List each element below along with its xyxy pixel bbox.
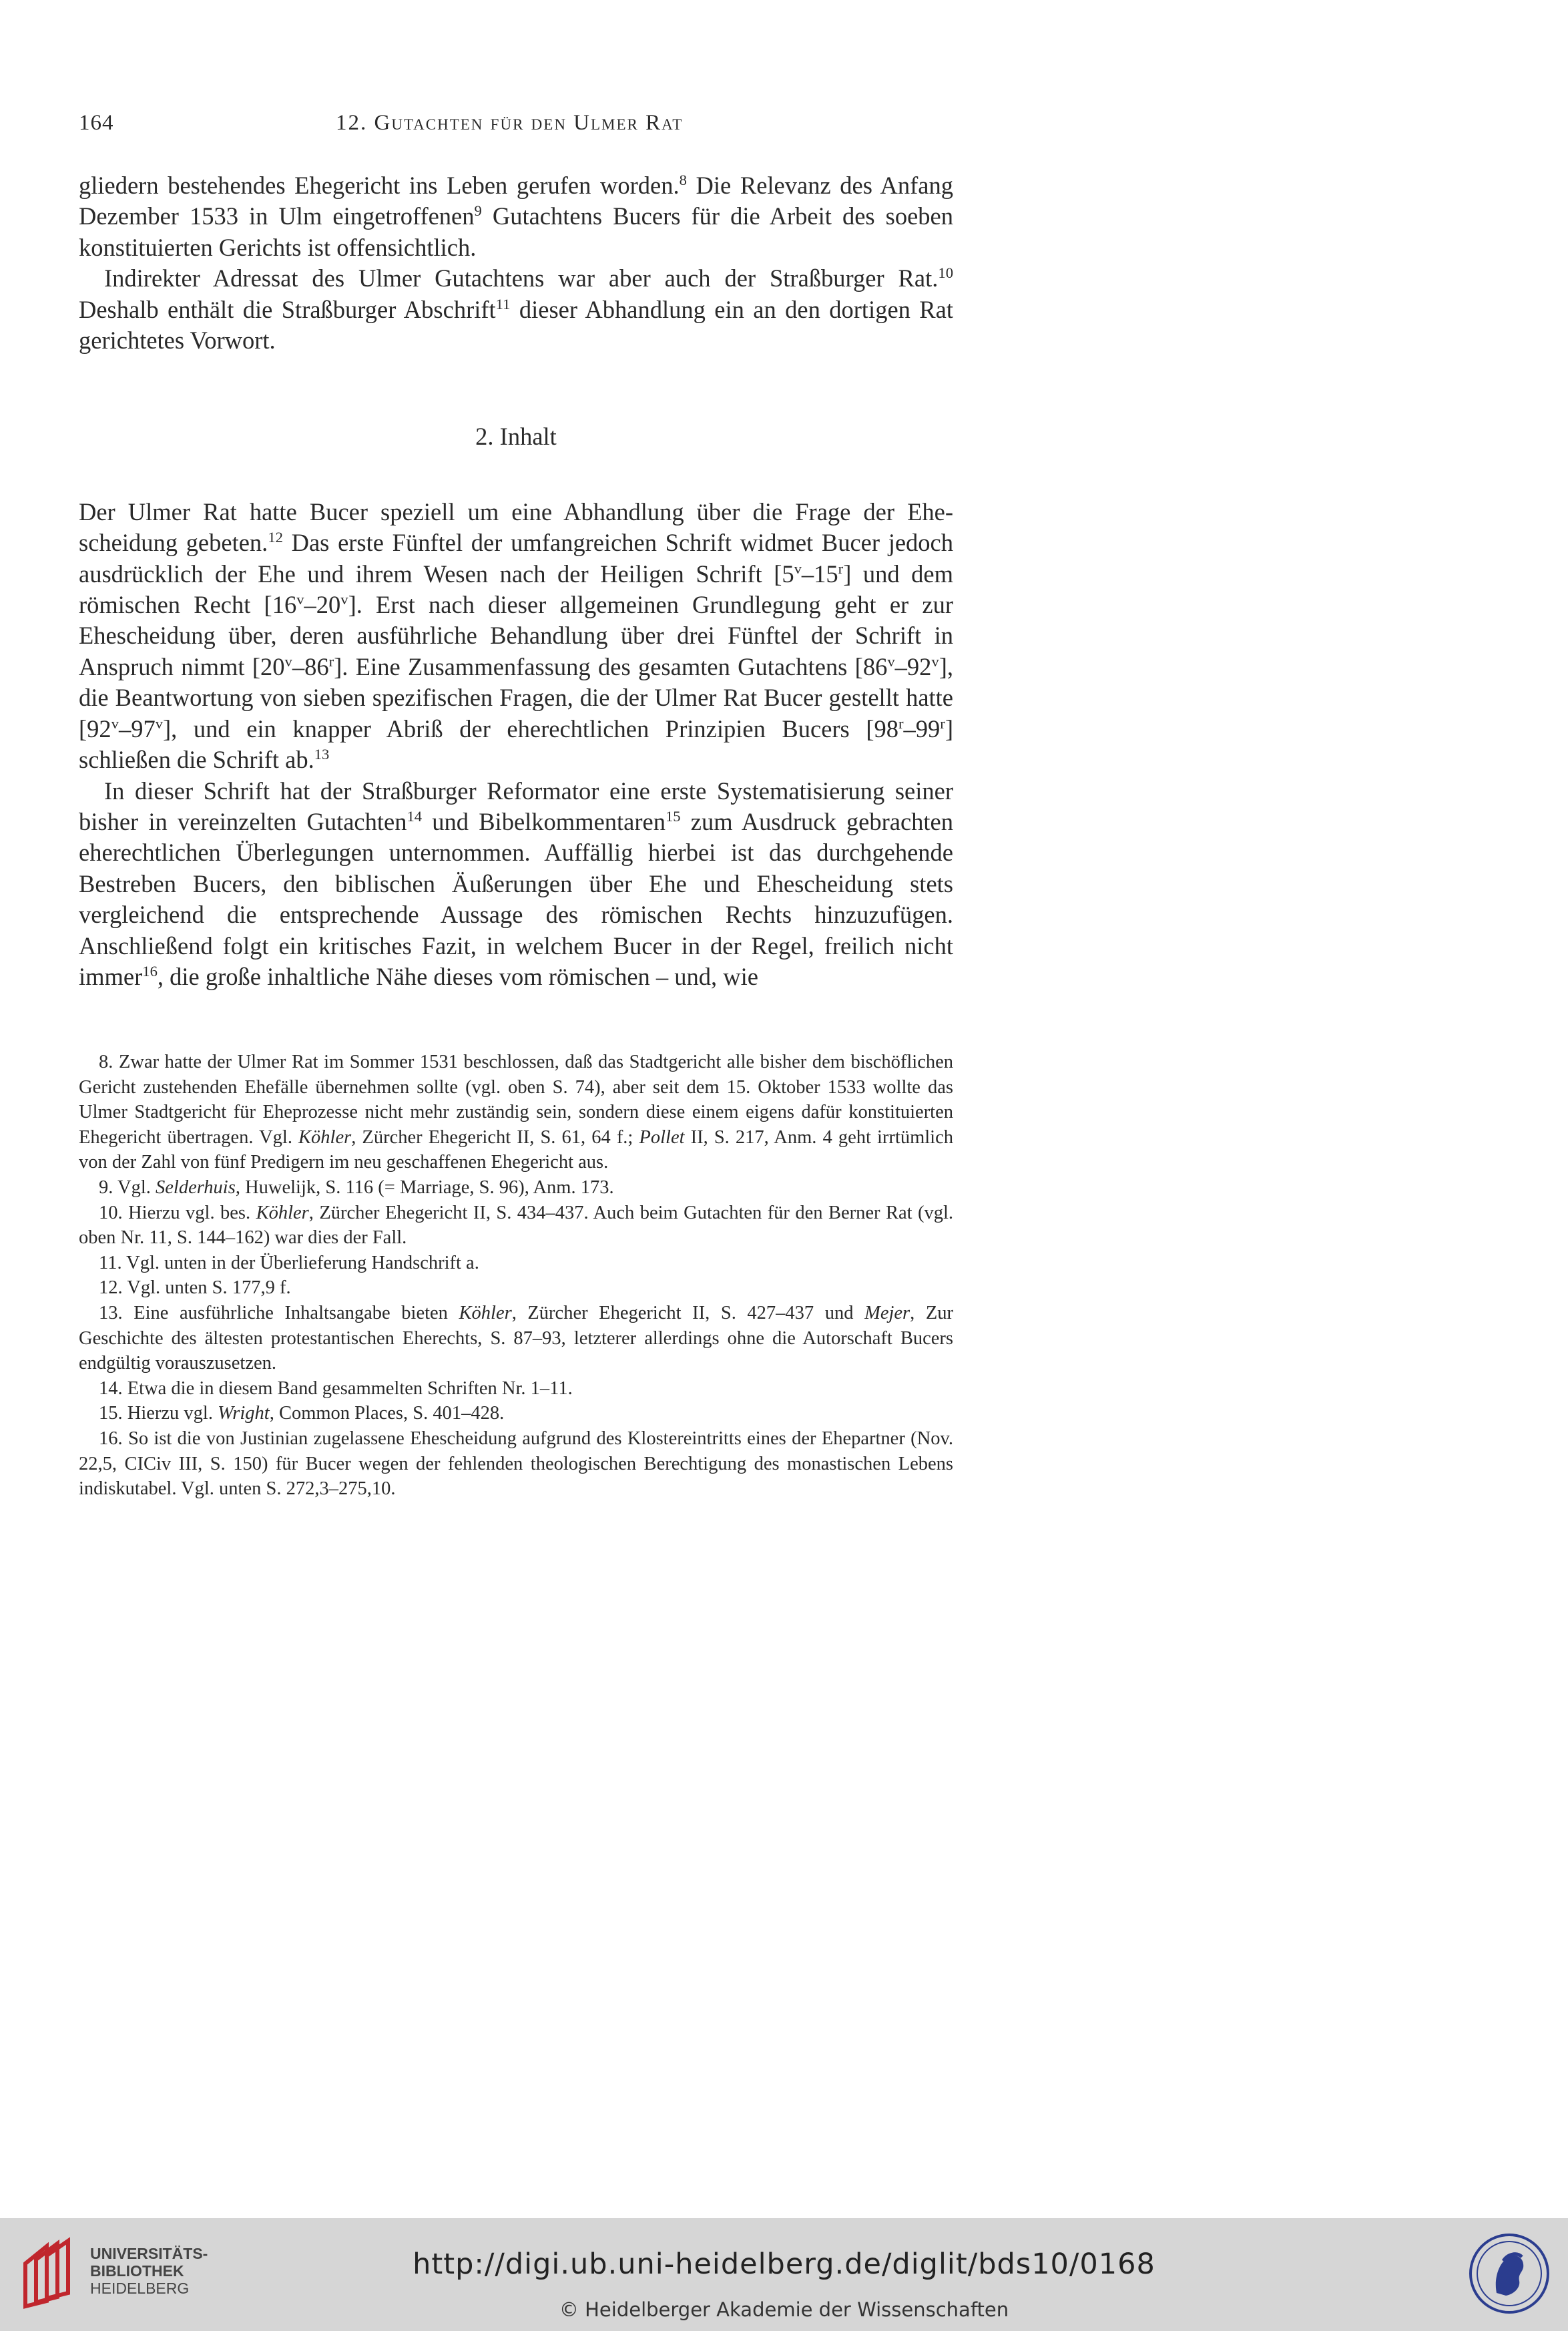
text-run: 13. Eine ausführliche Inhaltsangabe bieten (99, 1302, 459, 1323)
footnote-ref-16[interactable]: 16 (142, 962, 158, 980)
author-name: Mejer (864, 1302, 910, 1323)
folio-mark: v (340, 590, 348, 608)
author-name: Köhler (256, 1202, 309, 1223)
folio-mark: v (887, 652, 895, 670)
paragraph-2 (79, 263, 953, 356)
library-name-line: UNIVERSITÄTS- (90, 2245, 208, 2262)
text-run: –97 (118, 714, 156, 743)
footnote-ref-8[interactable]: 8 (679, 171, 687, 188)
text-run: Deshalb enthält die Straßburger Abschrift (79, 295, 496, 323)
text-run: 8. Zwar hatte der Ulmer Rat im Sommer 1531 beschlossen, daß das Stadtgericht alle bisher dem bischöflichen Gericht zustehenden Ehefälle übernehmen sollte (vgl. oben S. 74), aber seit dem 15. Oktober 1533 wollte das Ulmer Stadtgericht für Eheprozesse nicht mehr zuständig sein, sondern diese einem eigens dafür konstituierten Ehegericht übertragen. Vgl. (79, 1052, 953, 1148)
text-run: ], die Beantwortung von sieben spezifischen Fragen, die der Ulmer Rat Bucer gestellt hatte [92 (79, 652, 953, 743)
text-run: , Zur Geschichte des ältesten protestantischen Eherechts, S. 87–93, letzterer allerdings ohne die Autorschaft Bucers endgültig vorauszusetzen. (79, 1302, 953, 1374)
text-run: zum Ausdruck gebrachten eherechtlichen Überlegungen unternommen. Auffällig hierbei ist das durchgehende Bestreben Bucers, den biblischen Äußerungen über Ehe und Ehescheidung stets vergleichend die entsprechende Aussage des römischen Rechts hinzuzufügen. Anschließend folgt ein kritisches Fazit, in welchem Bucer in der Regel, freilich nicht immer (79, 807, 953, 990)
folio-mark: v (155, 714, 164, 732)
folio-mark: r (838, 560, 844, 577)
text-run: ], und ein knapper Abriß der eherechtlichen Prinzipien Bucers [98 (163, 714, 898, 743)
footnote-16: 16. So ist die von Justinian zugelassene Ehescheidung aufgrund des Klostereintritts eines der Ehepartner (Nov. 22,5, CICiv III, S. 150) für Bucer wegen der fehlenden theologischen Berechtigung des monastischen Lebens indiskutabel. Vgl. unten S. 272,3–275,10. (79, 1428, 953, 1500)
folio-mark: r (940, 714, 945, 732)
text-run: und Bibelkommentaren (422, 807, 666, 835)
text-run: Der Ulmer Rat hatte Bucer speziell um eine Abhandlung über die Frage der Ehescheidung gebeten. (79, 497, 953, 557)
text-run: 9. Vgl. (99, 1177, 156, 1198)
library-name-line: HEIDELBERG (90, 2280, 190, 2297)
main-text (79, 170, 953, 992)
text-run: Die Relevanz des Anfang Dezember 1533 in Ulm eingetroffenen (79, 172, 954, 230)
footnote-ref-9[interactable]: 9 (474, 202, 482, 220)
text-run: ]. Eine Zusammenfassung des gesamten Gutachtens [86 (334, 652, 888, 680)
text-run: 10. Hierzu vgl. bes. (99, 1202, 256, 1223)
folio-mark: v (284, 652, 292, 670)
page-number: 164 (79, 111, 114, 135)
folio-mark: r (898, 714, 904, 732)
footnote-14: 14. Etwa die in diesem Band gesammelten Schriften Nr. 1–11. (99, 1378, 573, 1399)
text-run: dieser Abhandlung ein an den dortigen Rat gerichtetes Vorwort. (79, 295, 953, 355)
footnote-13 (79, 1301, 953, 1376)
footnotes (79, 1050, 953, 1502)
text-run: Gutachtens Bucers für die Arbeit des soeben konstituierten Gerichts ist offensichtlich. (79, 202, 953, 261)
folio-mark: v (794, 560, 802, 577)
section-heading: 2. Inhalt (475, 423, 557, 451)
permalink-url[interactable]: http://digi.ub.uni-heidelberg.de/diglit/bds10/0168 (413, 2248, 1155, 2281)
running-head (79, 111, 953, 144)
footnote-ref-11[interactable]: 11 (495, 295, 511, 312)
footnote-11: 11. Vgl. unten in der Überlieferung Handschrift a. (99, 1252, 479, 1273)
footnote-9 (79, 1175, 953, 1201)
author-name: Selderhuis (156, 1177, 236, 1198)
text-run: –20 (304, 591, 341, 619)
viewer-footer (0, 2218, 1568, 2331)
folio-mark: v (111, 714, 119, 732)
folio-mark: r (328, 652, 334, 670)
footnote-ref-12[interactable]: 12 (268, 529, 283, 546)
footnote-ref-15[interactable]: 15 (665, 807, 681, 825)
running-head-title: 12. Gutachten für den Ulmer Rat (336, 111, 684, 135)
text-run: gliedern bestehendes Ehegericht ins Leben gerufen worden. (79, 172, 680, 199)
paragraph-1 (79, 170, 953, 263)
text-run: 15. Hierzu vgl. (99, 1403, 218, 1424)
text-run: Indirekter Adressat des Ulmer Gutachtens war aber auch der Straßburger Rat. (104, 264, 939, 292)
text-run: , die große inhaltliche Nähe dieses vom römischen – und, wie (157, 962, 759, 990)
paragraph-4 (79, 776, 953, 993)
text-run: –86 (292, 652, 329, 680)
author-name: Köhler (459, 1302, 512, 1323)
text-run: , Zürcher Ehegericht II, S. 61, 64 f.; (351, 1126, 639, 1148)
folio-mark: v (296, 590, 304, 608)
copyright-notice: © Heidelberger Akademie der Wissenschaften (559, 2298, 1009, 2321)
paragraph-3 (79, 497, 953, 776)
author-name: Wright (218, 1403, 270, 1424)
text-run: In dieser Schrift hat der Straßburger Reformator eine erste Systematisierung seiner bisher in vereinzelten Gutachten (79, 777, 953, 835)
text-run: –15 (801, 560, 838, 588)
text-run: , Common Places, S. 401–428. (269, 1403, 505, 1424)
text-run: –92 (894, 652, 932, 680)
footnote-12: 12. Vgl. unten S. 177,9 f. (99, 1277, 291, 1299)
footnote-10 (79, 1201, 953, 1251)
text-run: , Zürcher Ehegericht II, S. 427–437 und (511, 1302, 865, 1323)
academy-seal-icon (1467, 2232, 1551, 2316)
text-run: , Zürcher Ehegericht II, S. 434–437. Auch beim Gutachten für den Berner Rat (vgl. oben Nr. 11, S. 144–162) war dies der Fall. (79, 1202, 953, 1249)
author-name: Köhler (298, 1126, 352, 1148)
footnote-ref-13[interactable]: 13 (314, 745, 330, 763)
library-name-line: BIBLIOTHEK (90, 2262, 184, 2280)
text-run: ]. Erst nach dieser allgemeinen Grundlegung geht er zur Ehescheidung über, deren ausführliche Behandlung über drei Fünftel der Schrift in Anspruch nimmt [20 (79, 591, 953, 680)
footnote-8 (79, 1050, 953, 1175)
text-run: , Huwelijk, S. 116 (= Marriage, S. 96), Anm. 173. (235, 1177, 614, 1198)
text-run: ] und dem römischen Recht [16 (79, 560, 954, 619)
text-run: II, S. 217, Anm. 4 geht irrtümlich von der Zahl von fünf Predigern im neu geschaffenen Ehegericht aus. (79, 1126, 953, 1173)
text-run: –99 (903, 714, 941, 743)
folio-mark: v (931, 652, 939, 670)
footnote-ref-10[interactable]: 10 (938, 264, 953, 282)
footnote-ref-14[interactable]: 14 (407, 807, 423, 825)
text-run: Das erste Fünftel der umfangreichen Schrift widmet Bucer jedoch ausdrücklich der Ehe und ihrem Wesen nach der Heiligen Schrift [5 (79, 529, 953, 588)
text-run: ] schließen die Schrift ab. (79, 714, 953, 774)
author-name: Pollet (639, 1126, 685, 1148)
footnote-15 (79, 1401, 953, 1426)
